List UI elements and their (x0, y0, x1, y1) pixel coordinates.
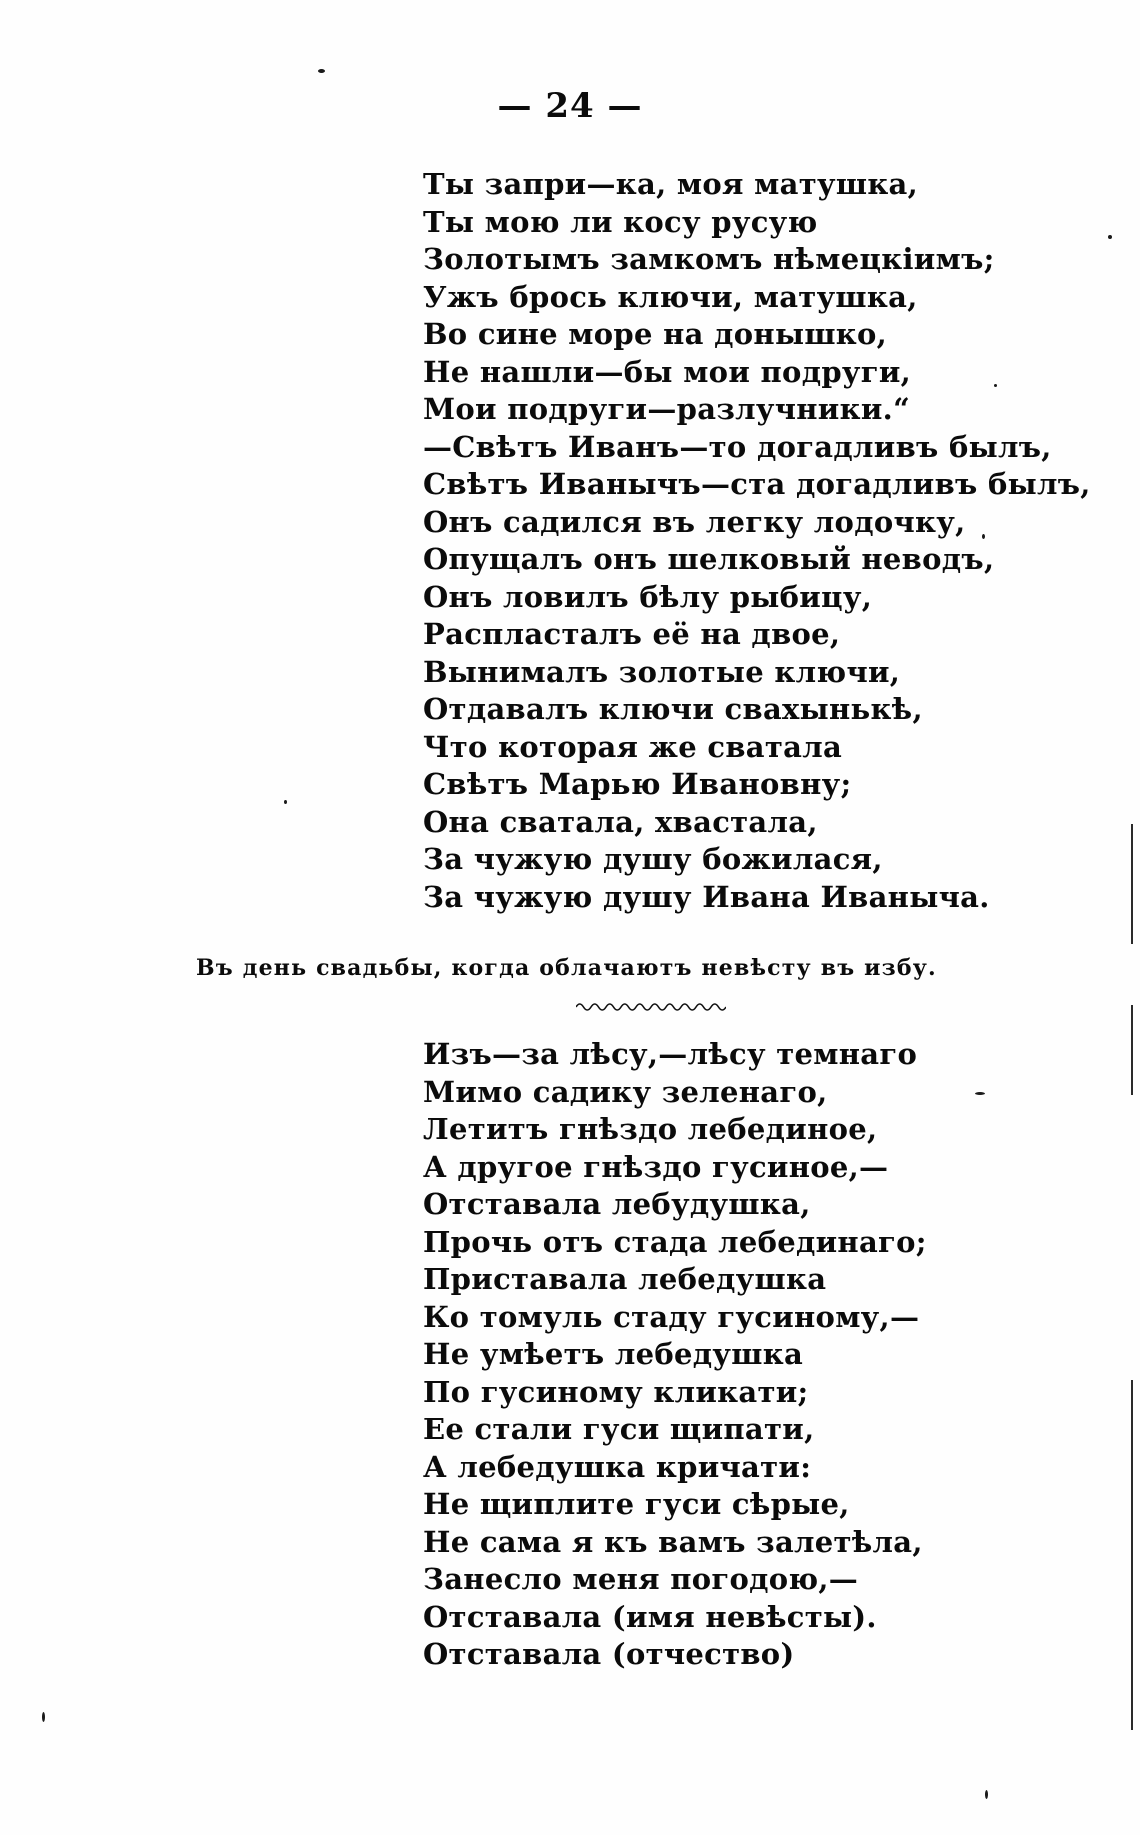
wavy-divider (576, 1001, 726, 1013)
edge-mark (1131, 1005, 1133, 1095)
poem-second-line: Летитъ гнѣздо лебединое, (423, 1112, 878, 1146)
poem-first-line: Ты запри—ка, моя матушка, (423, 167, 919, 201)
scan-speck (42, 1712, 45, 1722)
poem-first-line: Свѣтъ Иванычъ—ста догадливъ былъ, (423, 467, 1091, 501)
poem-first-line: За чужую душу Ивана Иваныча. (423, 879, 990, 914)
poem-second-line: По гусиному кликати; (423, 1374, 809, 1409)
poem-second-line: Приставала лебедушка (423, 1262, 827, 1296)
poem-first-line: Свѣтъ Марью Ивановну; (423, 767, 852, 801)
poem-first-line: Отдавалъ ключи свахынькѣ, (423, 692, 923, 726)
poem-first-line: Мои подруги—разлучники.“ (423, 392, 911, 426)
poem-first-line: —Свѣтъ Иванъ—то догадливъ былъ, (423, 429, 1052, 464)
poem-first-line: Во сине море на донышко, (423, 317, 888, 351)
poem-second-line: Занесло меня погодою,— (423, 1562, 859, 1596)
scan-speck (994, 384, 997, 387)
edge-mark (1131, 824, 1133, 944)
scan-speck (284, 800, 287, 804)
scan-speck (985, 1790, 988, 1799)
poem-first-line: Не нашли—бы мои подруги, (423, 354, 912, 389)
section-heading: Въ день свадьбы, когда облачаютъ невѣсту въ избу. (196, 955, 937, 981)
scan-speck (975, 1092, 985, 1095)
poem-second-line: Изъ—за лѣсу,—лѣсу темнаго (423, 1037, 918, 1071)
scan-speck (1108, 235, 1112, 239)
poem-second-line: Не умѣетъ лебедушка (423, 1337, 804, 1371)
poem-first-line: Онъ ловилъ бѣлу рыбицу, (423, 579, 873, 614)
poem-second-line: Ее стали гуси щипати, (423, 1412, 815, 1446)
poem-second-line: А лебедушка кричати: (423, 1449, 812, 1484)
poem-first-line: Что которая же сватала (423, 729, 843, 764)
poem-second-line: Не щиплите гуси сѣрые, (423, 1487, 850, 1521)
poem-first-line: Ты мою ли косу русую (423, 204, 818, 239)
poem-second-line: Отставала (отчество) (423, 1637, 795, 1671)
poem-first-line: Вынималъ золотые ключи, (423, 654, 901, 689)
poem-second-line: Отставала (имя невѣсты). (423, 1599, 877, 1634)
poem-second-line: Мимо садику зеленаго, (423, 1074, 828, 1109)
scan-speck (318, 69, 325, 73)
page-number: — 24 — (497, 86, 643, 126)
poem-second-line: Ко томуль стаду гусиному,— (423, 1299, 920, 1334)
poem-first-line: Ужъ брось ключи, матушка, (423, 279, 918, 314)
poem-second-line: Отставала лебудушка, (423, 1187, 811, 1221)
poem-first-line: Онъ садился въ легку лодочку, (423, 504, 966, 539)
scan-speck (982, 534, 985, 539)
poem-second (423, 1036, 927, 1674)
poem-first-line: За чужую душу божилася, (423, 842, 883, 876)
poem-second-line: Не сама я къ вамъ залетѣла, (423, 1524, 923, 1559)
poem-second-line: А другое гнѣздо гусиное,— (423, 1149, 889, 1184)
poem-first-line: Распласталъ её на двое, (423, 617, 841, 651)
poem-first (423, 166, 1091, 916)
edge-mark (1131, 1380, 1133, 1730)
poem-first-line: Золотымъ замкомъ нѣмецкіимъ; (423, 242, 995, 276)
poem-first-line: Опущалъ онъ шелковый неводъ, (423, 542, 995, 576)
poem-first-line: Она сватала, хвастала, (423, 804, 818, 839)
poem-second-line: Прочь отъ стада лебединаго; (423, 1224, 927, 1259)
